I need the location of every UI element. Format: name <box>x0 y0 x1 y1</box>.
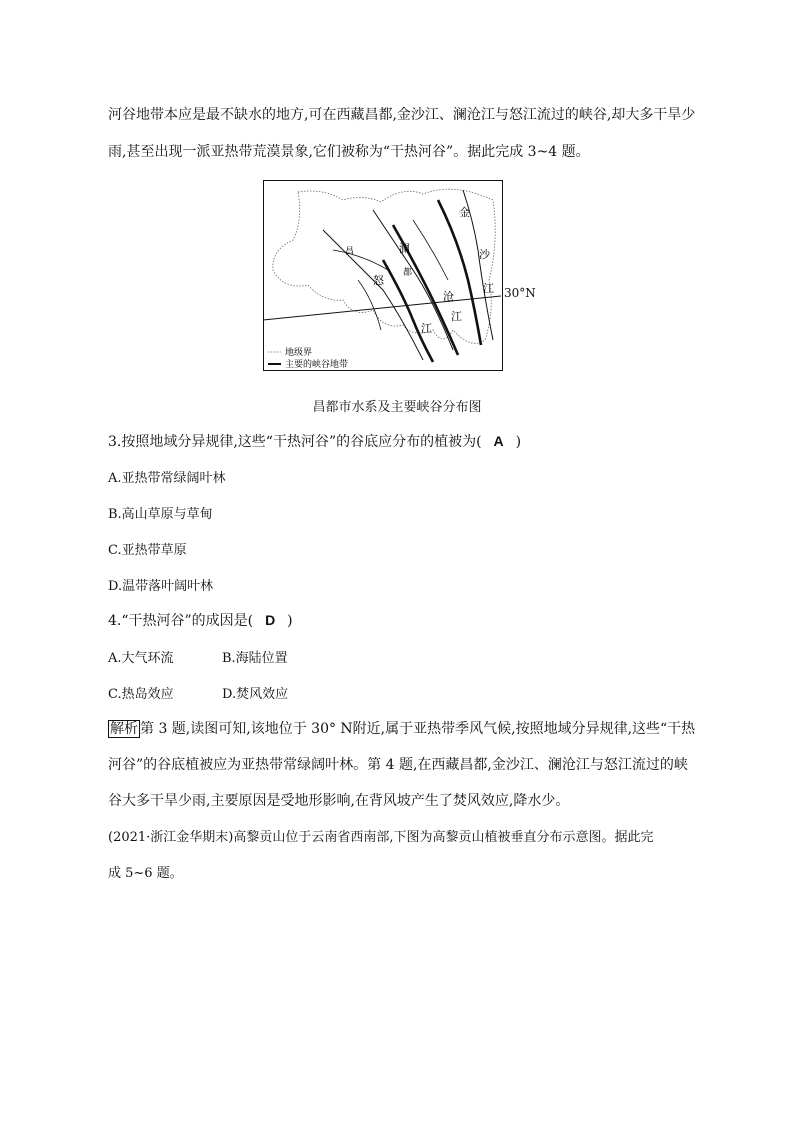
q3-option-a: A.亚热带常绿阔叶林 <box>108 471 226 486</box>
q3-stem-pre: 3.按照地域分异规律,这些“干热河谷”的谷底应分布的植被为( <box>108 434 482 450</box>
label-chang: 昌 <box>345 247 355 257</box>
label-jiang-3: 江 <box>421 322 432 335</box>
analysis-tag: 解析 <box>110 721 138 737</box>
next-intro-line-2: 成 5~6 题。 <box>108 866 183 881</box>
q4-option-b: B.海陆位置 <box>222 651 288 666</box>
intro-line-1: 河谷地带本应是最不缺水的地方,可在西藏昌都,金沙江、澜沧江与怒江流过的峡谷,却大多干旱少 <box>108 107 696 123</box>
q3-stem <box>108 431 521 451</box>
legend-boundary-label: 地级界 <box>285 348 313 358</box>
intro-line-2: 雨,甚至出现一派亚热带荒漠景象,它们被称为“干热河谷”。据此完成 3~4 题。 <box>108 144 590 160</box>
analysis-line-2: 河谷”的谷底植被应为亚热带常绿阔叶林。第 4 题,在西藏昌都,金沙江、澜沧江与怒江流过的峡 <box>108 757 688 773</box>
label-jiang-1: 江 <box>483 282 494 295</box>
label-du: 都 <box>403 268 413 278</box>
analysis-text-1: 第 3 题,读图可知,该地位于 30° N附近,属于亚热带季风气候,按照地域分异规律,这些“干热 <box>140 721 696 737</box>
changdu-river-map <box>263 180 503 371</box>
analysis-line-3: 谷大多干旱少雨,主要原因是受地形影响,在背风坡产生了焚风效应,降水少。 <box>108 793 570 809</box>
q4-option-a: A.大气环流 <box>108 651 174 666</box>
label-jiang-2: 江 <box>451 310 462 323</box>
q3-option-d: D.温带落叶阔叶林 <box>108 579 214 594</box>
legend-canyon-label: 主要的峡谷地带 <box>285 360 349 370</box>
map-caption: 昌都市水系及主要峡谷分布图 <box>312 400 482 415</box>
q3-option-b: B.高山草原与草甸 <box>108 507 213 522</box>
next-intro-line-1: (2021·浙江金华期末)高黎贡山位于云南省西南部,下图为高黎贡山植被垂直分布示意图。据此完 <box>108 830 654 845</box>
q4-stem-post: ) <box>287 613 293 629</box>
label-jin: 金 <box>459 206 470 219</box>
label-nu: 怒 <box>373 274 384 287</box>
q4-stem <box>108 610 293 630</box>
label-lan: 澜 <box>399 242 410 255</box>
label-sha: 沙 <box>479 248 490 261</box>
q3-stem-post: ) <box>515 434 522 450</box>
q3-answer: A <box>493 433 504 449</box>
q3-option-c: C.亚热带草原 <box>108 543 187 558</box>
q4-option-d: D.焚风效应 <box>222 687 289 702</box>
q4-option-c: C.热岛效应 <box>108 687 174 702</box>
q4-answer: D <box>265 612 276 628</box>
analysis-line-1 <box>108 718 695 738</box>
latitude-label: 30°N <box>504 286 536 300</box>
q4-stem-pre: 4.“干热河谷”的成因是( <box>108 613 254 629</box>
label-cang: 沧 <box>443 290 454 303</box>
